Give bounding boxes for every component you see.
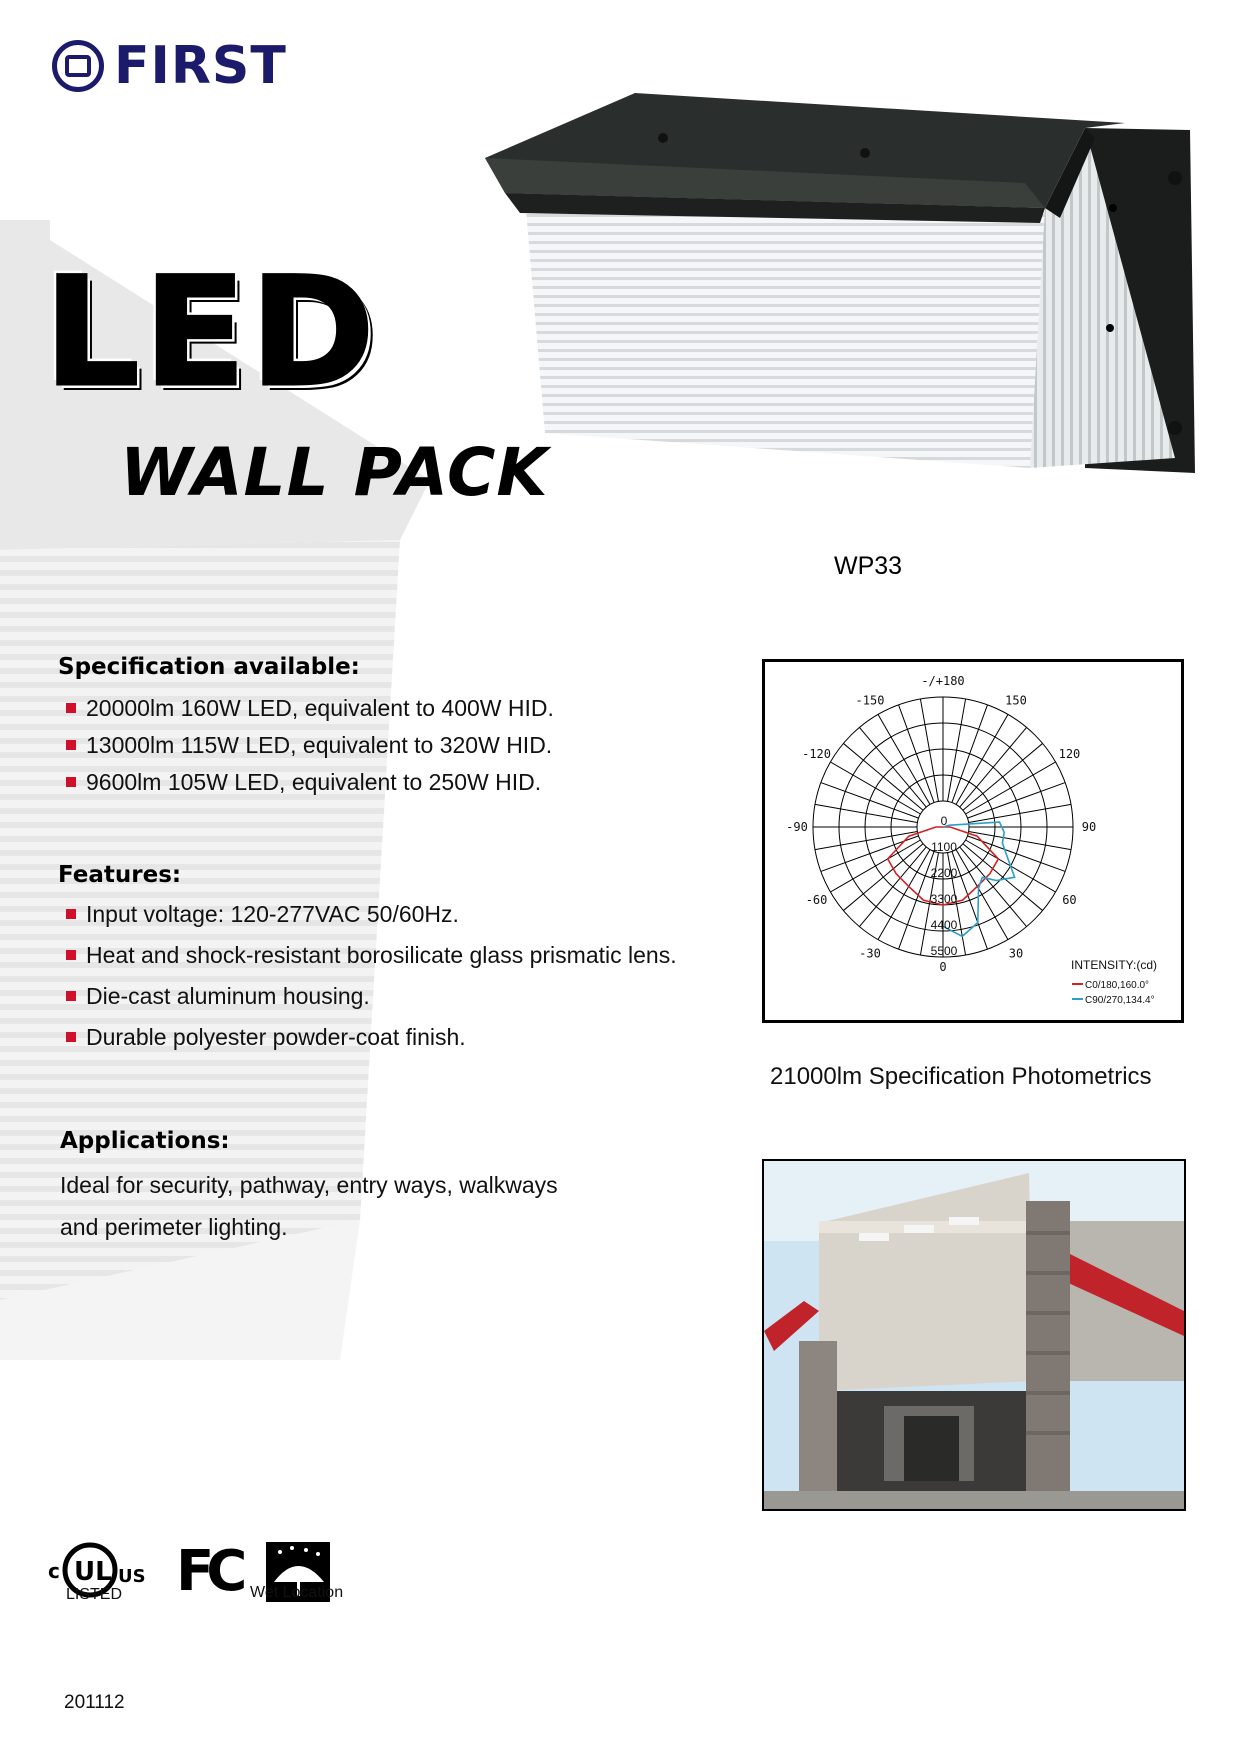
angle-tick-label: -/+180 (921, 674, 965, 688)
radial-tick-label: 4400 (930, 918, 958, 932)
specification-list (58, 690, 718, 801)
radial-tick-label: 0 (940, 814, 948, 828)
certification-logos (48, 1520, 368, 1620)
title-led: LED (44, 246, 379, 420)
document-code: 201112 (64, 1692, 125, 1713)
grid-spoke (815, 832, 917, 850)
bullet-icon (66, 1032, 76, 1042)
legend-label: C90/270,134.4° (1085, 995, 1155, 1006)
bullet-icon (66, 909, 76, 919)
list-item: Die-cast aluminum housing. (58, 976, 758, 1017)
angle-tick-label: 30 (1008, 946, 1024, 961)
list-item: 13000lm 115W LED, equivalent to 320W HID. (58, 727, 718, 764)
features-list (58, 894, 758, 1058)
ul-us-mark: US (118, 1566, 146, 1587)
angle-tick-label: 120 (1058, 747, 1081, 761)
title-wall-pack: WALL PACK (120, 434, 549, 511)
product-image (485, 88, 1195, 488)
angle-tick-label: -30 (859, 946, 881, 961)
angle-tick-label: -90 (786, 820, 808, 834)
list-item: Heat and shock-resistant borosilicate glass prismatic lens. (58, 935, 758, 976)
list-item: Durable polyester powder-coat finish. (58, 1017, 758, 1058)
grid-spoke (821, 783, 919, 819)
grid-spoke (969, 804, 1071, 822)
applications-line-2: and perimeter lighting. (60, 1214, 288, 1240)
list-item: 20000lm 160W LED, equivalent to 400W HID. (58, 690, 718, 727)
grid-spoke (899, 705, 935, 803)
brand-name: FIRST (114, 36, 287, 96)
chart-legend (1071, 958, 1157, 1006)
wet-location-label: Wet Location (250, 1584, 344, 1601)
angle-tick-label: -150 (855, 693, 885, 708)
radial-tick-label: 1100 (931, 840, 957, 854)
photometric-chart (762, 659, 1184, 1023)
bullet-icon (66, 991, 76, 1001)
brand-mark-icon (52, 40, 104, 92)
grid-spoke (815, 804, 917, 822)
chart-labels (786, 674, 1096, 974)
radial-tick-label: 3300 (930, 892, 958, 906)
bullet-icon (66, 740, 76, 750)
ul-listed-label: LISTED (66, 1586, 123, 1603)
grid-spoke (952, 705, 988, 803)
list-item: 9600lm 105W LED, equivalent to 250W HID. (58, 764, 718, 801)
features-heading: Features: (58, 862, 182, 888)
bullet-icon (66, 777, 76, 787)
radial-tick-label: 2200 (930, 866, 958, 880)
angle-tick-label: 150 (1005, 693, 1027, 708)
grid-spoke (899, 851, 935, 949)
fcc-mark: FC (176, 1539, 240, 1604)
ul-mark: UL (74, 1557, 112, 1587)
angle-tick-label: -120 (802, 747, 832, 761)
angle-tick-label: 90 (1081, 820, 1097, 834)
chart-caption: 21000lm Specification Photometrics (770, 1063, 1152, 1090)
bullet-icon (66, 950, 76, 960)
radial-tick-label: 5500 (930, 944, 958, 958)
list-item: Input voltage: 120-277VAC 50/60Hz. (58, 894, 758, 935)
brand-logo (52, 36, 287, 96)
specification-heading: Specification available: (58, 654, 360, 680)
legend-label: C0/180,160.0° (1085, 980, 1150, 991)
legend-title: INTENSITY:(cd) (1071, 958, 1158, 972)
angle-tick-label: 60 (1062, 893, 1077, 907)
model-number: WP33 (834, 552, 903, 580)
ul-c-mark: c (48, 1559, 60, 1583)
fcc-icon (176, 1539, 244, 1604)
bullet-icon (66, 703, 76, 713)
applications-heading: Applications: (60, 1128, 230, 1154)
angle-tick-label: 0 (939, 960, 947, 974)
angle-tick-label: -60 (805, 893, 828, 907)
grid-spoke (967, 783, 1065, 819)
applications-text (60, 1164, 700, 1248)
application-photo (762, 1159, 1186, 1511)
grid-spoke (948, 699, 966, 801)
applications-line-1: Ideal for security, pathway, entry ways, walkways (60, 1172, 558, 1198)
grid-spoke (969, 832, 1071, 850)
grid-spoke (920, 699, 938, 801)
polar-plot (765, 662, 1181, 1020)
